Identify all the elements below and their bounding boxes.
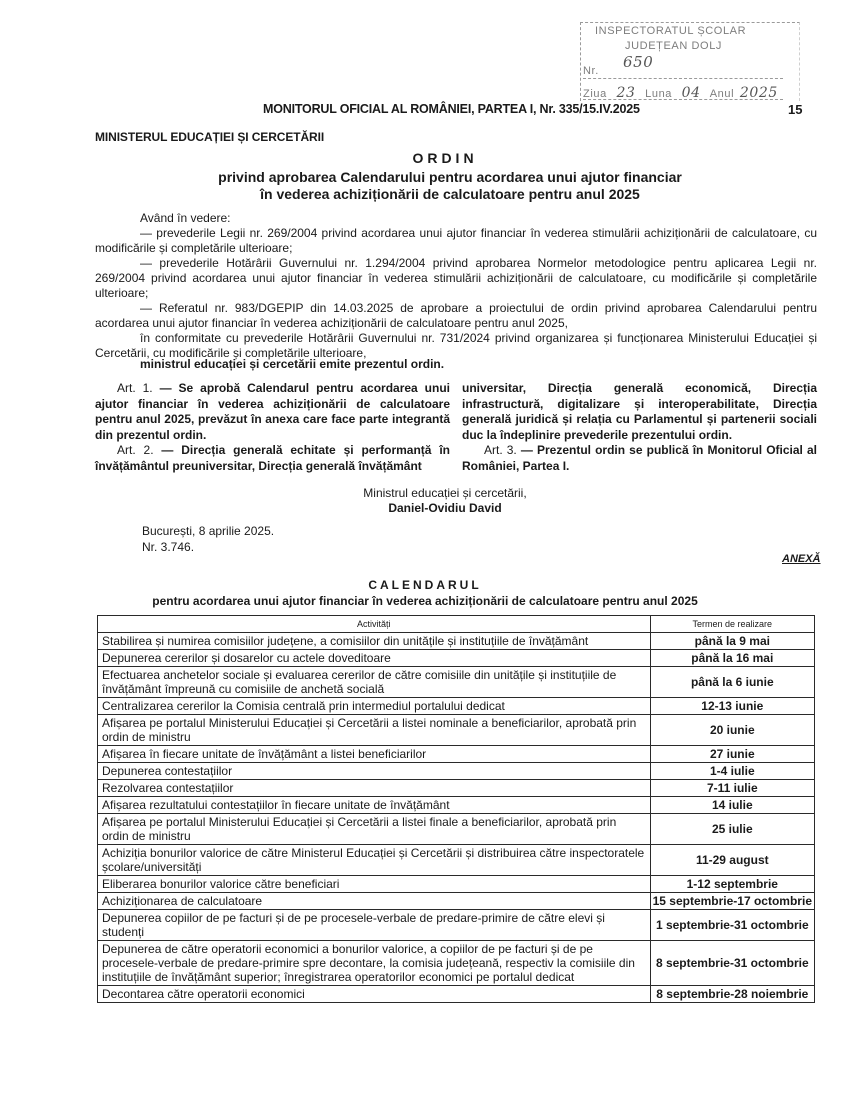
annex-title: CALENDARUL — [368, 578, 482, 592]
article-2 — [95, 443, 450, 474]
signatory-title: Ministrul educației și cercetării, — [363, 486, 527, 500]
preamble-intro: Având în vedere: — [140, 211, 231, 225]
order-subtitle-line-2: în vederea achiziționării de calculatoare pentru anul 2025 — [260, 186, 640, 202]
table-row — [98, 797, 815, 814]
table-header-row — [98, 616, 815, 633]
table-row — [98, 876, 815, 893]
stamp-day-value: 23 — [616, 85, 636, 101]
activity-cell: Rezolvarea contestațiilor — [98, 780, 651, 797]
order-subtitle-line-1: privind aprobarea Calendarului pentru acordarea unui ajutor financiar — [218, 169, 682, 185]
table-row — [98, 910, 815, 941]
stamp-year-label: Anul — [709, 88, 735, 100]
activity-cell: Achiziția bonurilor valorice de către Ministerul Educației și Cercetării și distribuirea către inspectoratele școlare/universități — [98, 845, 651, 876]
table-row — [98, 941, 815, 986]
stamp-line-2: JUDEȚEAN DOLJ — [625, 40, 723, 52]
deadline-cell: 25 iulie — [650, 814, 814, 845]
article-text: universitar, Direcția generală economică, Direcția infrastructură, digitalizare și interoperabilitate, Direcția generală juridică și relația cu Parlamentul și partenerii sociali duc la îndeplinire prevederile prezentului ordin. — [462, 381, 817, 442]
stamp-day-label: Ziua — [583, 88, 607, 100]
deadline-cell: 8 septembrie-28 noiembrie — [650, 986, 814, 1003]
table-row — [98, 814, 815, 845]
deadline-cell: 7-11 iulie — [650, 780, 814, 797]
table-row — [98, 667, 815, 698]
activity-cell: Efectuarea anchetelor sociale și evaluarea cererilor de către comisiile din unitățile și instituțiile de învățământ împreună cu comisiile de anchetă socială — [98, 667, 651, 698]
preamble — [95, 211, 817, 361]
article-text: — Se aprobă Calendarul pentru acordarea unui ajutor financiar în vederea achiziționării de calculatoare pentru anul 2025, prevăzut în anexa care face parte integrantă din prezentul ordin. — [95, 381, 450, 442]
column-header-activities: Activități — [98, 616, 651, 633]
deadline-cell: 12-13 iunie — [650, 698, 814, 715]
table-row — [98, 780, 815, 797]
articles-left-column — [95, 381, 450, 474]
article-text: — Prezentul ordin se publică în Monitorul Oficial al României, Partea I. — [462, 443, 817, 473]
activity-cell: Afișarea în fiecare unitate de învățământ a listei beneficiarilor — [98, 746, 651, 763]
page-number: 15 — [788, 102, 803, 117]
annex-label: ANEXĂ — [782, 553, 821, 565]
deadline-cell: până la 9 mai — [650, 633, 814, 650]
activity-cell: Stabilirea și numirea comisiilor județene, a comisiilor din unitățile și instituțiile de învățământ — [98, 633, 651, 650]
annex-subtitle: pentru acordarea unui ajutor financiar în vederea achiziționării de calculatoare pentru anul 2025 — [152, 594, 698, 608]
article-2-continued — [462, 381, 817, 443]
activity-cell: Afișarea pe portalul Ministerului Educației și Cercetării a listei nominale a beneficiarilor, aprobată prin ordin de ministru — [98, 715, 651, 746]
stamp-number-value: 650 — [623, 53, 654, 71]
stamp-month-value: 04 — [681, 85, 701, 101]
activity-cell: Centralizarea cererilor la Comisia centrală prin intermediul portalului dedicat — [98, 698, 651, 715]
publication-header: MONITORUL OFICIAL AL ROMÂNIEI, PARTEA I, Nr. 335/15.IV.2025 — [263, 102, 640, 116]
deadline-cell: 15 septembrie-17 octombrie — [650, 893, 814, 910]
deadline-cell: 1-12 septembrie — [650, 876, 814, 893]
activity-cell: Depunerea copiilor de pe facturi și de pe procesele-verbale de predare-primire de către elevi și studenți — [98, 910, 651, 941]
deadline-cell: până la 16 mai — [650, 650, 814, 667]
article-label: Art. 1. — [117, 381, 153, 395]
deadline-cell: 8 septembrie-31 octombrie — [650, 941, 814, 986]
table-row — [98, 763, 815, 780]
column-header-deadline: Termen de realizare — [650, 616, 814, 633]
stamp-month-label: Luna — [645, 88, 673, 100]
deadline-cell: 1-4 iulie — [650, 763, 814, 780]
table-row — [98, 986, 815, 1003]
article-1 — [95, 381, 450, 443]
preamble-item: — prevederile Hotărârii Guvernului nr. 1.294/2004 privind aprobarea Normelor metodologice pentru aplicarea Legii nr. 269/2004 privind acordarea unui ajutor financiar în vederea stimulării achiziționării de calculatoare, cu modificările și completările ulterioare; — [95, 256, 817, 300]
table-row — [98, 893, 815, 910]
activity-cell: Eliberarea bonurilor valorice către beneficiari — [98, 876, 651, 893]
issuing-line: ministrul educației și cercetării emite prezentul ordin. — [140, 357, 445, 371]
article-label: Art. 2. — [117, 443, 154, 457]
deadline-cell: 20 iunie — [650, 715, 814, 746]
preamble-item: în conformitate cu prevederile Hotărârii Guvernului nr. 731/2024 privind organizarea și funcționarea Ministerului Educației și Cercetării, cu modificările și completările ulterioare, — [95, 331, 817, 360]
place-date: București, 8 aprilie 2025. — [142, 524, 275, 538]
deadline-cell: 27 iunie — [650, 746, 814, 763]
stamp-date-field — [583, 85, 783, 100]
article-3 — [462, 443, 817, 474]
registration-stamp — [580, 22, 800, 101]
stamp-year-value: 2025 — [739, 85, 778, 101]
order-title: ORDIN — [412, 150, 478, 166]
ministry-name: MINISTERUL EDUCAȚIEI ȘI CERCETĂRII — [95, 130, 325, 144]
activity-cell: Achiziționarea de calculatoare — [98, 893, 651, 910]
articles-right-column — [462, 381, 817, 474]
activity-cell: Afișarea rezultatului contestațiilor în fiecare unitate de învățământ — [98, 797, 651, 814]
article-label: Art. 3. — [484, 443, 517, 457]
table-row — [98, 746, 815, 763]
preamble-item: — Referatul nr. 983/DGEPIP din 14.03.2025 de aprobare a proiectului de ordin privind aprobarea Calendarului pentru acordarea unui ajutor financiar în vederea achiziționării de calculatoare pentru anul 2025, — [95, 301, 817, 330]
stamp-number-field — [583, 53, 783, 79]
deadline-cell: 1 septembrie-31 octombrie — [650, 910, 814, 941]
activity-cell: Depunerea cererilor și dosarelor cu actele doveditoare — [98, 650, 651, 667]
activity-cell: Afișarea pe portalul Ministerului Educației și Cercetării a listei finale a beneficiarilor, aprobată prin ordin de ministru — [98, 814, 651, 845]
calendar-table — [97, 615, 815, 1003]
signatory-name: Daniel-Ovidiu David — [388, 501, 502, 515]
activity-cell: Depunerea contestațiilor — [98, 763, 651, 780]
table-row — [98, 633, 815, 650]
table-row — [98, 650, 815, 667]
order-number: Nr. 3.746. — [142, 540, 195, 554]
deadline-cell: până la 6 iunie — [650, 667, 814, 698]
stamp-number-label: Nr. — [583, 65, 599, 77]
deadline-cell: 14 iulie — [650, 797, 814, 814]
table-row — [98, 715, 815, 746]
preamble-item: — prevederile Legii nr. 269/2004 privind acordarea unui ajutor financiar în vederea stimulării achiziționării de calculatoare, cu modificările și completările ulterioare; — [95, 226, 817, 255]
table-row — [98, 698, 815, 715]
article-text: — Direcția generală echitate și performanță în învățământul preuniversitar, Direcția generală învățământ — [95, 443, 450, 473]
deadline-cell: 11-29 august — [650, 845, 814, 876]
table-row — [98, 845, 815, 876]
activity-cell: Decontarea către operatorii economici — [98, 986, 651, 1003]
activity-cell: Depunerea de către operatorii economici a bonurilor valorice, a copiilor de pe facturi și de pe procesele-verbale de predare-primire spre decontare, la comisia județeană, respectiv la comisiile din instituțiile de învățământ superior; înregistrarea operatorilor economici pe portalul dedicat — [98, 941, 651, 986]
stamp-line-1: INSPECTORATUL ȘCOLAR — [595, 25, 747, 37]
